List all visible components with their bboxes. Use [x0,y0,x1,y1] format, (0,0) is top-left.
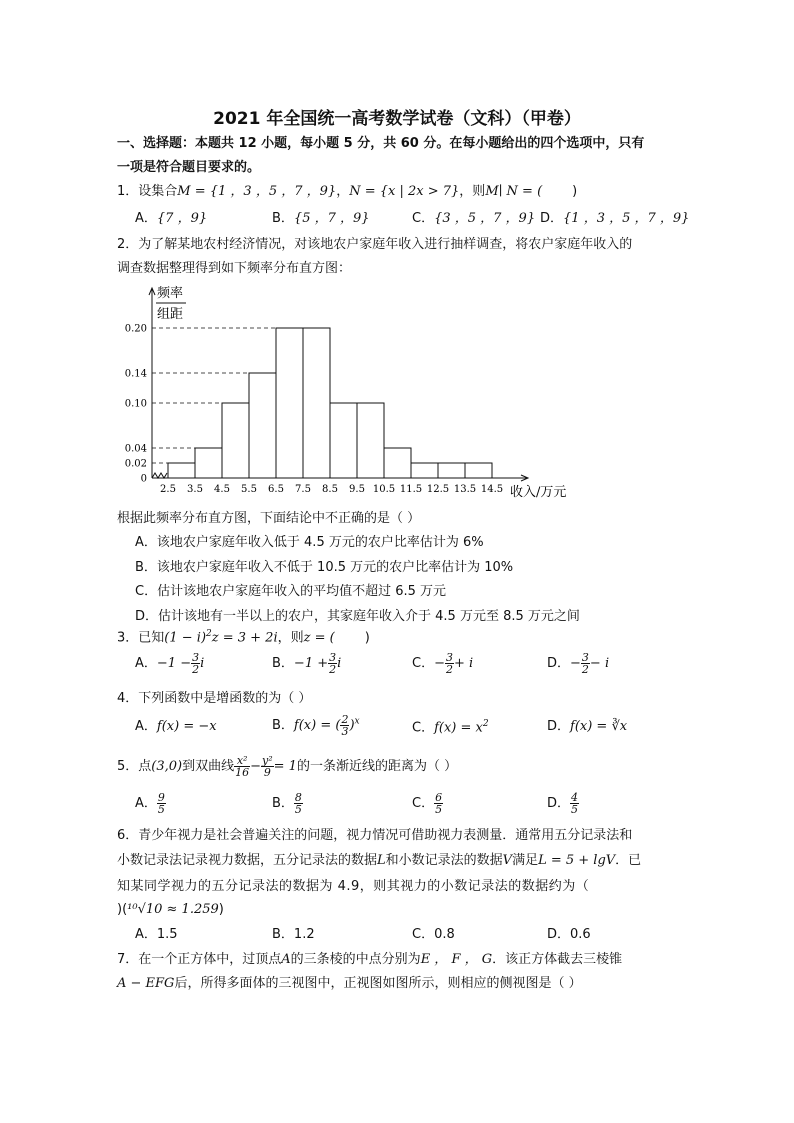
y-tick-label: 0.20 [124,323,147,335]
question-6-line3: 知某同学视力的五分记录法的数据为 4.9，则其视力的小数记录法的数据约为（ [117,879,590,894]
q7-pyramid: A − EFG [117,976,175,991]
x-tick-label: 5.5 [241,484,257,495]
denominator: 2 [445,663,453,676]
q5-option-c[interactable] [412,792,443,815]
option-text: 0.6 [570,927,591,942]
q5-fraction-y [261,755,274,778]
q7-text: 的三条棱的中点分别为 [290,952,421,967]
denominator: 5 [157,803,165,816]
q7-points: E ， F ， G [420,952,493,967]
q6-text: 和小数记录法的数据 [385,853,503,868]
option-label: C． [412,211,435,226]
q3-expr2: z = 3 + 2i [211,630,278,646]
frequency-histogram [110,280,590,505]
x-tick-label: 11.5 [399,484,423,495]
denominator: 2 [192,663,200,676]
q2-option-a[interactable] [135,536,484,549]
option-pre: −1 + [293,656,329,671]
numerator: 4 [571,791,579,804]
q7-text: 7．在一个正方体中，过顶点 [117,952,282,967]
option-label: B． [272,718,294,733]
denominator: 5 [435,803,443,816]
option-label: A． [135,656,157,671]
option-fraction [445,652,454,675]
q1-sep: ， [336,184,350,199]
option-exponent: x [354,716,360,727]
q6-option-b[interactable] [272,928,315,941]
paper-title: 2021 年全国统一高考数学试卷（文科）（甲卷） [213,109,581,129]
q3-option-b[interactable] [272,652,341,675]
q3-lead: 3．已知 [117,630,165,646]
q5-option-d[interactable] [547,792,579,815]
x-tick-label: 14.5 [480,484,504,495]
q6-root: ¹⁰√10 ≈ 1.259 [127,902,219,917]
q5-mid: 到双曲线 [182,759,235,774]
q1-option-d[interactable] [540,212,689,225]
q6-text: ．已 [615,853,642,868]
y-tick-label: 0.02 [124,458,147,470]
y-tick-label: 0 [140,473,147,485]
option-post: + i [453,656,474,671]
histogram-bar [249,373,276,478]
histogram-bar [330,403,357,478]
option-label: D． [547,719,571,734]
option-text: 估计该地有一半以上的农户，其家庭年收入介于 4.5 万元至 8.5 万元之间 [158,609,580,624]
numerator: 3 [329,651,337,664]
q1-set-n: N = {x | 2x > 7} [349,184,460,199]
option-post: i [337,656,342,671]
q6-text: 小数记录法记录视力数据，五分记录法的数据 [117,853,378,868]
axis-break [152,473,167,478]
option-fraction [157,792,166,815]
q3-option-a[interactable] [135,652,204,675]
option-label: A． [135,927,157,942]
option-label: C． [412,796,435,811]
q6-var-l: L [377,853,386,868]
q3-expr: (1 − i) [164,630,207,646]
option-label: C． [412,927,435,942]
option-post: ) [349,718,355,733]
question-1-stem [117,185,577,198]
option-fraction [581,652,590,675]
question-3-stem [117,630,370,644]
numerator: y² [262,754,273,767]
q5-eq: = 1 [273,759,297,774]
x-tick-label: 7.5 [295,484,311,495]
option-text: 该地农户家庭年收入低于 4.5 万元的农户比率估计为 6% [156,535,484,550]
question-6-line2 [117,854,641,867]
question-7-line1 [117,953,622,966]
histogram-bar [384,448,411,478]
histogram-bar [222,403,249,478]
option-label: B． [272,656,294,671]
q6-var-v: V [502,853,513,868]
histogram-bar [303,328,330,478]
q4-option-a[interactable] [135,720,217,733]
q1-set-m: M = {1 ，3 ，5 ，7 ，9} [177,184,337,199]
option-text: f(x) = x [434,720,483,736]
q1-lead: 1．设集合 [117,184,178,199]
option-text: {3 ，5 ，7 ，9} [434,211,536,226]
q5-fraction-x [234,755,250,778]
histogram-bar [276,328,303,478]
q2-option-b[interactable] [135,561,513,574]
question-2-stem-line1: 2．为了解某地农村经济情况，对该地农户家庭年收入进行抽样调查，将农户家庭年收入的 [117,237,633,252]
numerator: x² [234,755,250,767]
q1-option-a[interactable] [135,212,207,225]
x-axis-label: 收入/万元 [510,485,567,500]
question-4-stem: 4．下列函数中是增函数的为（ ） [117,691,312,706]
q4-option-d[interactable] [547,720,627,733]
option-text: {7 ，9} [156,211,208,226]
q3-option-c[interactable] [412,652,473,675]
y-tick-label: 0.10 [124,398,147,410]
x-tick-label: 10.5 [372,484,396,495]
denominator: 5 [294,803,302,816]
q6-text: ) [218,902,224,917]
y-tick-label: 0.14 [124,368,147,380]
question-7-line2 [117,977,582,990]
q6-text: )( [117,902,128,917]
q7-text: ．该正方体截去三棱锥 [492,952,623,967]
histogram-bar [357,403,384,478]
denominator: 9 [263,766,271,779]
option-label: A． [135,535,157,550]
denominator: 3 [341,725,349,738]
denominator: 5 [571,803,579,816]
option-text: 估计该地农户家庭年收入的平均值不超过 6.5 万元 [157,584,447,599]
q1-option-c[interactable] [412,212,535,225]
histogram-bar [465,463,492,478]
option-label: B． [272,927,294,942]
y-tick-label: 0.04 [124,443,147,455]
option-label: B． [272,211,294,226]
option-label: D． [547,796,571,811]
option-fraction [328,652,337,675]
histogram-bar [438,463,465,478]
q4-option-c[interactable] [412,720,489,734]
q3-exponent: 2 [206,629,212,639]
option-pre: −1 − [156,656,192,671]
option-label: C． [135,584,158,599]
q6-formula: L = 5 + lgV [538,853,616,868]
question-2-prompt: 根据此频率分布直方图，下面结论中不正确的是（ ） [117,511,421,526]
q6-option-c[interactable] [412,928,455,941]
option-label: C． [412,720,435,736]
section-instructions-line1: 一、选择题：本题共 12 小题，每小题 5 分，共 60 分。在每小题给出的四个选项中，只有 [117,136,645,151]
q1-paren-end: ) [572,184,578,199]
x-tick-label: 8.5 [322,484,338,495]
option-text: 1.5 [156,927,178,942]
q5-tail: 的一条渐近线的距离为（ ） [296,759,458,774]
option-pre: − [570,656,581,671]
question-6-line1: 6．青少年视力是社会普遍关注的问题，视力情况可借助视力表测量．通常用五分记录法和 [117,828,633,843]
q6-text: 满足 [512,853,539,868]
option-text: f(x) = ∛x [570,719,628,734]
histogram-bar [168,463,195,478]
option-fraction [570,792,579,815]
option-label: D． [135,609,159,624]
option-text: 0.8 [434,927,455,942]
q6-option-a[interactable] [135,928,178,941]
option-fraction [294,792,303,815]
x-tick-label: 12.5 [426,484,450,495]
q3-option-d[interactable] [547,652,609,675]
q2-option-d[interactable] [135,610,580,623]
option-label: B． [272,796,294,811]
option-label: D． [540,211,564,226]
q7-text: 后，所得多面体的三视图中，正视图如图所示，则相应的侧视图是（ ） [174,976,582,991]
question-5-stem [117,755,457,778]
section-instructions-line2: 一项是符合题目要求的。 [117,160,261,175]
option-post: − i [589,656,610,671]
q2-option-c[interactable] [135,585,446,598]
option-pre: − [434,656,445,671]
option-exponent: 2 [482,719,489,729]
option-label: C． [412,656,435,671]
y-axis-label-numerator: 频率 [157,286,184,301]
option-pre: f(x) = ( [293,718,341,733]
option-text: 1.2 [293,927,315,942]
option-label: A． [135,211,157,226]
x-tick-label: 13.5 [453,484,477,495]
x-tick-label: 6.5 [268,484,284,495]
question-6-line4 [117,903,224,916]
x-tick-label: 2.5 [160,484,176,495]
denominator: 2 [581,663,589,676]
q5-point: (3,0) [151,759,183,774]
option-label: A． [135,719,157,734]
x-tick-label: 3.5 [187,484,203,495]
q5-option-b[interactable] [272,792,303,815]
option-label: D． [547,656,571,671]
numerator: 2 [341,713,349,726]
q1-tail: ，则 [459,184,486,199]
option-fraction [191,652,200,675]
question-2-stem-line2: 调查数据整理得到如下频率分布直方图： [117,261,352,276]
option-text: {1 ，3 ，5 ，7 ，9} [563,211,690,226]
option-label: A． [135,796,157,811]
q3-ask: z = ( [303,630,335,646]
numerator: 6 [435,791,443,804]
histogram-bar [411,463,438,478]
option-fraction [434,792,443,815]
numerator: 8 [294,791,302,804]
q3-paren-end: ) [364,630,370,646]
option-text: f(x) = −x [156,719,217,734]
numerator: 3 [192,651,200,664]
x-tick-label: 4.5 [214,484,230,495]
histogram-bar [195,448,222,478]
option-text: {5 ，7 ，9} [293,211,370,226]
q6-option-d[interactable] [547,928,591,941]
q5-minus: − [250,759,262,774]
option-label: B． [135,560,157,575]
q5-option-a[interactable] [135,792,166,815]
x-tick-label: 9.5 [349,484,365,495]
q4-option-b[interactable] [272,714,360,737]
q1-option-b[interactable] [272,212,370,225]
q1-expression: M∣ N = ( [485,184,543,199]
q5-lead: 5．点 [117,759,152,774]
denominator: 2 [329,663,337,676]
numerator: 9 [157,791,165,804]
y-axis-label-denominator: 组距 [157,307,184,322]
q7-vertex: A [281,952,291,967]
option-text: 该地农户家庭年收入不低于 10.5 万元的农户比率估计为 10% [156,560,514,575]
numerator: 3 [581,651,589,664]
q3-tail: ，则 [277,630,304,646]
denominator: 16 [235,766,250,779]
numerator: 3 [445,651,453,664]
option-label: D． [547,927,571,942]
option-post: i [200,656,205,671]
